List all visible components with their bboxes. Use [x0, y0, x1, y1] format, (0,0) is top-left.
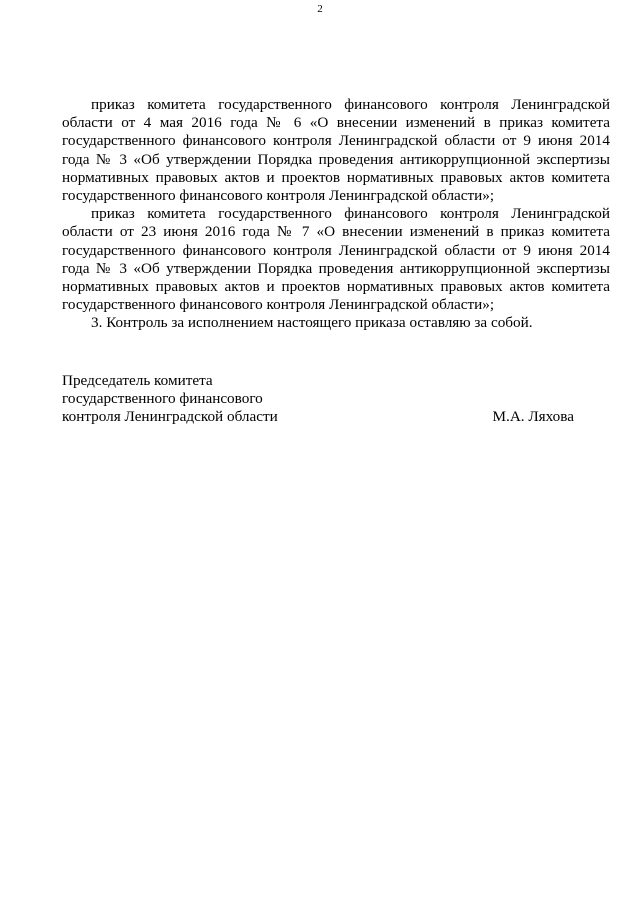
signer-title-line-3: контроля Ленинградской области [62, 408, 278, 426]
document-body [62, 96, 610, 333]
signer-name: М.А. Ляхова [492, 408, 574, 426]
paragraph-order-may-2016: приказ комитета государственного финансового контроля Ленинградской области от 4 мая 2016 года № 6 «О внесении изменений в приказ комитета государственного финансового контроля Ленинградской области от 9 июня 2014 года № 3 «Об утверждении Порядка проведения антикоррупционной экспертизы нормативных правовых актов и проектов нормативных правовых актов комитета государственного финансового контроля Ленинградской области»; [62, 96, 610, 205]
signature-block [62, 372, 574, 427]
signature-row [62, 408, 574, 426]
signer-title-line-2: государственного финансового [62, 390, 263, 408]
paragraph-control-clause: 3. Контроль за исполнением настоящего приказа оставляю за собой. [91, 314, 533, 332]
page-number: 2 [317, 3, 323, 15]
paragraph-order-june-2016: приказ комитета государственного финансового контроля Ленинградской области от 23 июня 2016 года № 7 «О внесении изменений в приказ комитета государственного финансового контроля Ленинградской области от 9 июня 2014 года № 3 «Об утверждении Порядка проведения антикоррупционной экспертизы нормативных правовых актов и проектов нормативных правовых актов комитета государственного финансового контроля Ленинградской области»; [62, 205, 610, 314]
signer-title-line-1: Председатель комитета [62, 372, 213, 389]
